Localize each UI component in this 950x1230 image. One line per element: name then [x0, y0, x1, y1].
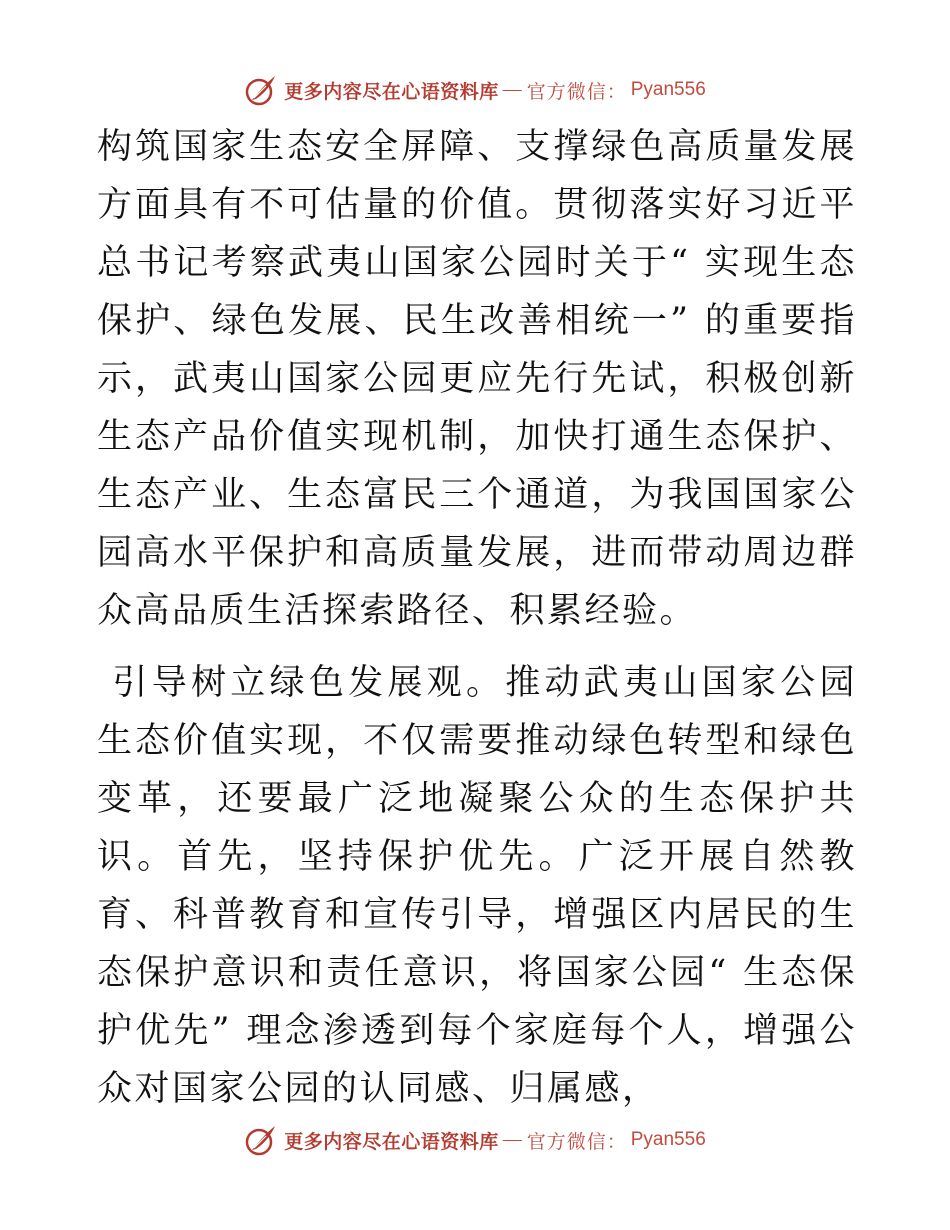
watermark-official-label: 官方微信：	[526, 1131, 627, 1153]
watermark-separator: —	[502, 79, 523, 100]
header-watermark	[0, 70, 950, 110]
body-paragraph-1: 构筑国家生态安全屏障、支撑绿色高质量发展方面具有不可估量的价值。贯彻落实好习近平总书记考察武夷山国家公园时关于“ 实现生态保护、绿色发展、民生改善相统一” 的重要指示，武夷山国家公园更应先行先试，积极创新生态产品价值实现机制，加快打通生态保护、生态产业、生态富民三个通道，为我国国家公园高水平保护和高质量发展，进而带动周边群众高品质生活探索路径、积累经验。	[97, 127, 857, 631]
document-body	[97, 118, 857, 1118]
footer-watermark	[0, 1120, 950, 1160]
watermark-brand: 更多内容尽在心语资料库	[284, 81, 499, 103]
quill-pen-logo-icon	[244, 73, 278, 107]
watermark-wechat-id: Pyan556	[630, 79, 706, 100]
watermark-wechat-id: Pyan556	[630, 1129, 706, 1150]
watermark-brand: 更多内容尽在心语资料库	[284, 1131, 499, 1153]
watermark-separator: —	[502, 1129, 523, 1150]
quill-pen-logo-icon	[244, 1123, 278, 1157]
watermark-official-label: 官方微信：	[526, 81, 627, 103]
body-paragraph-2: 引导树立绿色发展观。推动武夷山国家公园生态价值实现，不仅需要推动绿色转型和绿色变革，还要最广泛地凝聚公众的生态保护共识。首先，坚持保护优先。广泛开展自然教育、科普教育和宣传引导，增强区内居民的生态保护意识和责任意识，将国家公园“ 生态保护优先” 理念渗透到每个家庭每个人，增强公众对国家公园的认同感、归属感，	[97, 663, 857, 1109]
